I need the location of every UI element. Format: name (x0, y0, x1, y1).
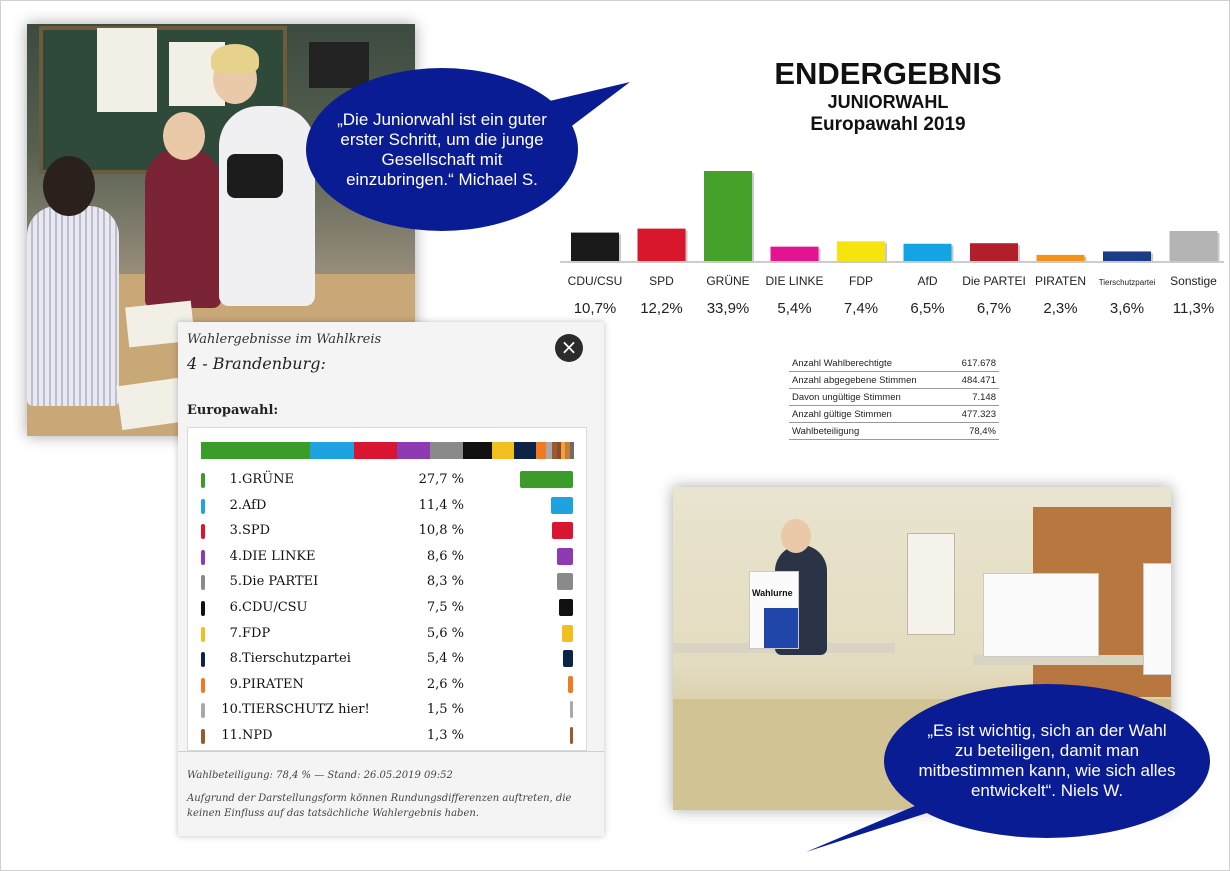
category-label: PIRATEN (1034, 274, 1087, 288)
category-label: Tierschutzpartei (1098, 278, 1156, 287)
party-name: TIERSCHUTZ hier! (242, 702, 370, 718)
stats-label: Davon ungültige Stimmen (789, 389, 949, 406)
bar (638, 229, 686, 261)
result-row[interactable] (188, 698, 586, 724)
party-bar (559, 599, 573, 616)
stats-table (789, 355, 999, 440)
party-rank: 11. (221, 727, 242, 743)
stack-segment (310, 442, 355, 459)
party-rank: 4. (229, 548, 242, 564)
bar (1037, 255, 1085, 261)
value-label: 3,6% (1109, 300, 1145, 317)
stats-label: Anzahl abgegebene Stimmen (789, 372, 949, 389)
party-rank: 1. (229, 472, 242, 487)
value-label: 11,3% (1172, 300, 1215, 317)
result-row[interactable] (188, 596, 586, 622)
result-subtitle: JUNIORWAHL (827, 92, 949, 112)
party-rank: 2. (229, 497, 242, 513)
stats-value: 484.471 (949, 372, 999, 389)
stack-segment (514, 442, 535, 459)
party-color-marker (201, 703, 205, 718)
party-bar (570, 701, 573, 718)
party-bar (570, 727, 573, 744)
party-name: PIRATEN (242, 676, 304, 692)
category-label: Sonstige (1170, 274, 1217, 288)
party-name: Tierschutzpartei (242, 651, 351, 667)
value-label: 6,7% (976, 300, 1012, 317)
close-icon[interactable]: × (555, 334, 583, 362)
party-rank: 8. (229, 651, 242, 667)
party-color-marker (201, 473, 205, 488)
result-row[interactable] (188, 468, 586, 494)
value-label: 12,2% (640, 300, 683, 317)
category-label: AfD (917, 274, 938, 288)
party-rank: 7. (229, 625, 242, 641)
wahlkreis-panel (178, 322, 604, 836)
stack-segment (536, 442, 546, 459)
stats-value: 78,4% (949, 423, 999, 440)
bar (1170, 231, 1218, 261)
party-rank: 6. (229, 599, 242, 615)
bar (1103, 251, 1151, 261)
result-row[interactable] (188, 570, 586, 596)
panel-divider (178, 751, 604, 752)
party-percent: 8,3 % (426, 574, 464, 590)
quote-bubble-niels: „Es ist wichtig, sich an der Wahl zu beteiligen, damit man mitbestimmen kann, wie sich alles entwickelt“. Niels W. (884, 684, 1210, 838)
party-percent: 1,3 % (426, 727, 464, 743)
result-row[interactable] (188, 724, 586, 750)
value-label: 33,9% (706, 300, 750, 317)
bar (904, 244, 952, 261)
party-bar (568, 676, 573, 693)
stack-segment (430, 442, 463, 459)
value-label: 6,5% (910, 300, 945, 317)
bar (571, 233, 619, 261)
value-label: 2,3% (1043, 300, 1078, 317)
stack-segment-other (570, 442, 574, 459)
party-color-marker (201, 575, 205, 590)
stats-row (789, 372, 999, 389)
result-row[interactable] (188, 673, 586, 699)
panel-subtitle: Wahlergebnisse im Wahlkreis (187, 332, 382, 347)
party-bar (562, 625, 573, 642)
category-label: GRÜNE (706, 274, 750, 288)
party-name: FDP (242, 625, 271, 641)
party-color-marker (201, 678, 205, 693)
results-card (187, 427, 587, 751)
value-label: 5,4% (777, 300, 812, 317)
panel-title: 4 - Brandenburg: (187, 354, 326, 373)
category-label: CDU/CSU (567, 274, 623, 288)
stats-row (789, 355, 999, 372)
party-color-marker (201, 652, 205, 667)
party-percent: 7,5 % (426, 599, 464, 615)
result-row[interactable] (188, 519, 586, 545)
party-color-marker (201, 499, 205, 514)
result-row[interactable] (188, 494, 586, 520)
stats-value: 617.678 (949, 355, 999, 372)
panel-note: Aufgrund der Darstellungsform können Rundungsdifferenzen auftreten, die keinen Einfluss auf das tatsächliche Wahlergebnis haben. (187, 793, 572, 819)
value-label: 7,4% (843, 300, 879, 317)
party-name: AfD (242, 497, 267, 513)
stack-segment (397, 442, 431, 459)
party-name: GRÜNE (242, 472, 294, 487)
party-percent: 11,4 % (418, 497, 464, 513)
result-title: ENDERGEBNIS (774, 56, 1002, 91)
category-label: FDP (849, 274, 873, 288)
category-label: Die PARTEI (962, 274, 1026, 288)
party-name: NPD (242, 727, 273, 743)
party-percent: 1,5 % (426, 702, 464, 718)
result-row[interactable] (188, 647, 586, 673)
stack-segment (201, 442, 310, 459)
stats-row (789, 423, 999, 440)
bar (704, 171, 752, 261)
party-rank: 5. (229, 574, 242, 590)
party-bar (557, 573, 573, 590)
category-label: DIE LINKE (765, 274, 824, 288)
party-percent: 5,4 % (426, 651, 464, 667)
bar (837, 241, 885, 261)
panel-turnout: Wahlbeteiligung: 78,4 % — Stand: 26.05.2019 09:52 (187, 770, 453, 781)
party-name: CDU/CSU (242, 599, 308, 615)
ballot-box-label: Wahlurne (752, 588, 793, 598)
stats-value: 477.323 (949, 406, 999, 423)
party-color-marker (201, 550, 205, 565)
party-color-marker (201, 601, 205, 616)
panel-section-label: Europawahl: (187, 403, 279, 418)
result-row[interactable] (188, 622, 586, 648)
stats-value: 7.148 (949, 389, 999, 406)
party-color-marker (201, 729, 205, 744)
party-percent: 10,8 % (418, 523, 464, 539)
juniorwahl-bar-chart (558, 160, 1226, 320)
quote-bubble-michael: „Die Juniorwahl ist ein guter erster Schritt, um die junge Gesellschaft mit einzubringen.“ Michael S. (306, 68, 578, 231)
party-color-marker (201, 627, 205, 642)
party-percent: 8,6 % (426, 548, 464, 564)
stats-row (789, 389, 999, 406)
party-percent: 2,6 % (426, 676, 464, 692)
category-label: SPD (649, 274, 674, 288)
stats-label: Anzahl Wahlberechtigte (789, 355, 949, 372)
stats-row (789, 406, 999, 423)
stacked-result-bar (201, 442, 574, 459)
party-percent: 27,7 % (418, 472, 464, 487)
stack-segment (354, 442, 396, 459)
party-name: Die PARTEI (242, 574, 319, 590)
result-heading (770, 57, 1006, 137)
party-rank: 10. (221, 702, 242, 718)
result-row[interactable] (188, 545, 586, 571)
value-label: 10,7% (573, 300, 617, 317)
party-percent: 5,6 % (426, 625, 464, 641)
party-bar (563, 650, 573, 667)
party-bar (552, 522, 573, 539)
results-list (188, 468, 586, 750)
party-name: SPD (242, 523, 271, 539)
party-rank: 9. (229, 676, 242, 692)
party-name: DIE LINKE (242, 548, 316, 564)
party-color-marker (201, 524, 205, 539)
bar (970, 243, 1018, 261)
stack-segment (463, 442, 492, 459)
party-bar (520, 471, 573, 488)
party-bar (557, 548, 573, 565)
result-election: Europawahl 2019 (810, 114, 966, 135)
party-bar (551, 497, 573, 514)
stack-segment (492, 442, 514, 459)
stats-label: Anzahl gültige Stimmen (789, 406, 949, 423)
bar (771, 247, 819, 261)
stats-label: Wahlbeteiligung (789, 423, 949, 440)
party-rank: 3. (229, 523, 242, 539)
